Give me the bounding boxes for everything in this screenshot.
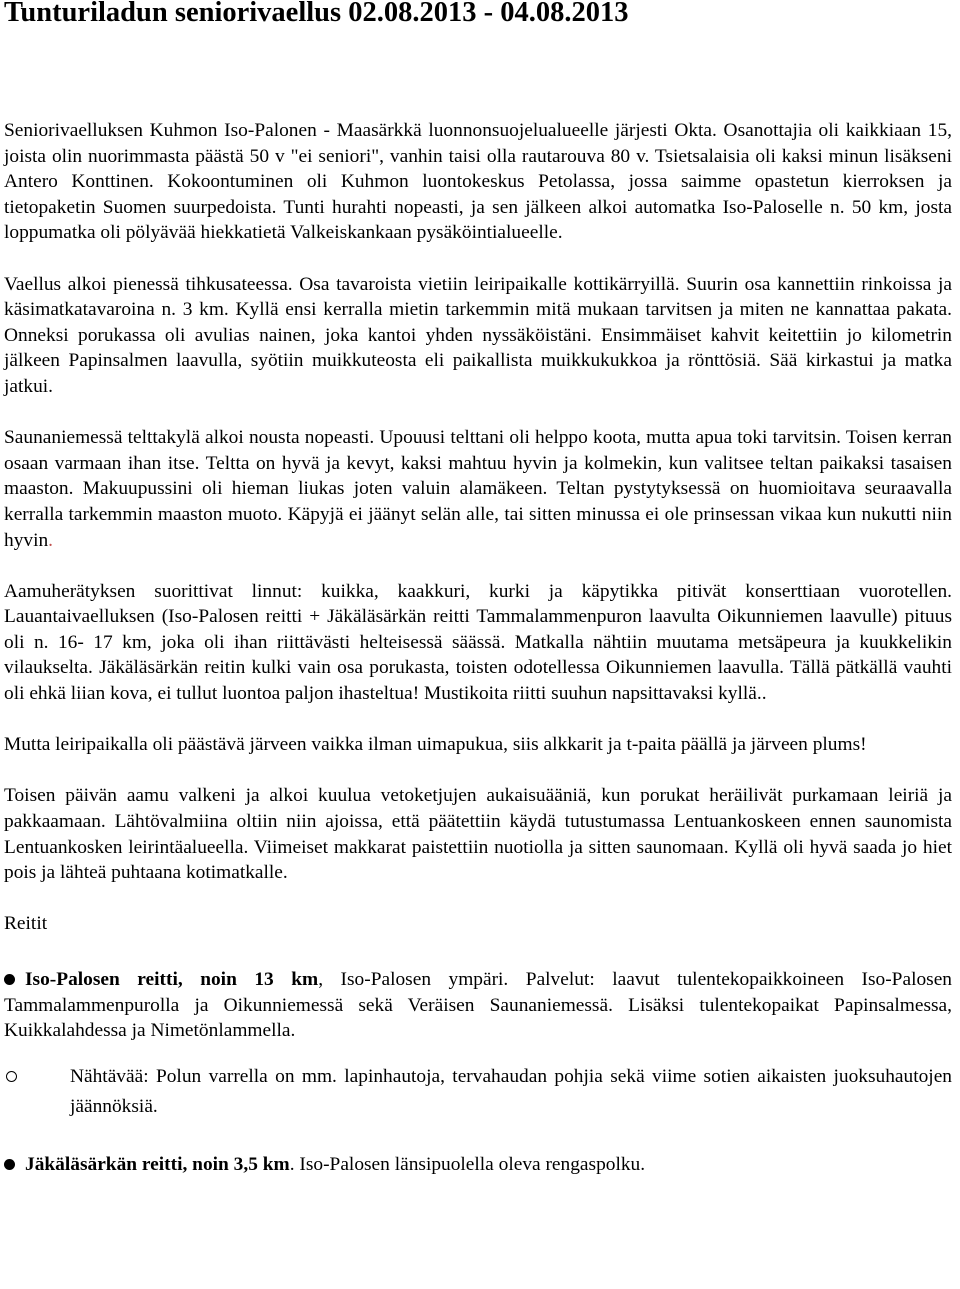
bullet-icon	[4, 1159, 15, 1170]
route-sights-text: Nähtävää: Polun varrella on mm. lapinhautoja, tervahaudan pohjia sekä viime sotien aikaisten juoksuhautojen jäännöksiä.	[70, 1065, 952, 1117]
bullet-icon	[4, 974, 15, 985]
route-subitem-sights	[4, 1062, 952, 1122]
article-body	[4, 118, 952, 1177]
page-title: Tunturiladun seniorivaellus 02.08.2013 - 04.08.2013	[4, 0, 629, 28]
paragraph-hike-start: Vaellus alkoi pienessä tihkusateessa. Osa tavaroista vietiin leiripaikalle kottikärryillä. Suurin osa kannettiin rinkoissa ja käsimatkatavaroina n. 3 km. Kyllä ensi kerralla mietin tarkemmin mitä mukaan tarvitsen ja miten ne kannattaa pakata. Onneksi porukassa oli avulias nainen, joka kantoi yhden nyssäköistäni. Ensimmäiset kahvit keitettiin jo kilometrin jälkeen Papinsalmen laavulla, syötiin muikkuteosta eli paikallista muikkukukkoa ja rönttösiä. Sää kirkastui ja matka jatkui.	[4, 273, 952, 397]
routes-list	[4, 967, 952, 1177]
route-item-iso-palonen	[4, 967, 952, 1044]
paragraph-sunday: Toisen päivän aamu valkeni ja alkoi kuulua vetoketjujen aukaisuääniä, kun porukat heräilivät purkamaan leiriä ja pakkaamaan. Lähtövalmiina oltiin niin ajoissa, että päätettiin käydä tutustumassa Lentuankoskeen ennen saunomista Lentuankosken leirintäalueella. Viimeiset makkarat paistettiin nuotiolla ja sitten saunomaan. Kyllä oli hyvä saada jo hiet pois ja lähteä puhtaana kotimatkalle.	[4, 785, 952, 884]
paragraph-camp-text: Saunaniemessä telttakylä alkoi nousta nopeasti. Upouusi telttani oli helppo koota, mutta apua toki tarvitsin. Toisen kerran osaan varmaan ihan itse. Teltta on hyvä ja kevyt, kaksi mahtuu hyvin ja kolmekin, kun valitsee teltan paikaksi tasaisen maaston. Makuupussini oli hieman liukas joten valuin alamäkeen. Teltan pystytyksessä on huomioitava seuraavalla kerralla tarkemmin maaston muoto. Käpyjä ei jäänyt selän alle, tai sitten minussa ei ole prinsessan vikaa kun nukutti niin hyvin	[4, 427, 952, 551]
accent-period: .	[48, 529, 54, 551]
route-desc-jakalasarkka: . Iso-Palosen länsipuolella oleva rengaspolku.	[289, 1153, 646, 1175]
route-name-iso-palonen: Iso-Palosen reitti, noin 13 km	[25, 969, 319, 990]
paragraph-swim: Mutta leiripaikalla oli päästävä järveen vaikka ilman uimapukua, siis alkkarit ja t-paita päällä ja järveen plums!	[4, 734, 867, 756]
circle-bullet-icon	[6, 1071, 17, 1082]
routes-heading: Reitit	[4, 913, 48, 935]
route-item-jakalasarkka	[4, 1152, 952, 1178]
paragraph-saturday: Aamuherätyksen suorittivat linnut: kuikka, kaakkuri, kurki ja käpytikka pitivät konserttiaan vuorotellen. Lauantaivaelluksen (Iso-Palosen reitti + Jäkäläsärkän reitti Tammalammenpuron laavulta Oikunniemen laavulle) pituus oli n. 16- 17 km, joka oli ihan riittävästi helteisessä säässä. Matkalla nähtiin muutama metsäpeura ja kuukkelikin vilaukselta. Jäkäläsärkän reitin kulki vain osa porukasta, toisten odotellessa Oikunniemen laavulla. Tällä pätkällä vauhti oli ehkä liian kova, ei tullut luontoa paljon ihasteltua! Mustikoita riitti suuhun napsittavaksi kyllä..	[4, 580, 952, 705]
paragraph-intro: Seniorivaelluksen Kuhmon Iso-Palonen - Maasärkkä luonnonsuojelualueelle järjesti Okta. Osanottajia oli kaikkiaan 15, joista olin nuorimmasta päästä 50 v "ei seniori", vanhin taisi olla rautarouva 80 v. Tsietsalaisia oli kaksi minun lisäkseni Antero Konttinen. Kokoontuminen oli Kuhmon luontokeskus Petolassa, jossa saimme opastetun kierroksen ja tietopaketin Suomen suurpedoista. Tunti hurahti nopeasti, ja sen jälkeen alkoi automatka Iso-Paloselle n. 50 km, josta loppumatka oli pölyävää hiekkatietä Valkeiskankaan pysäköintialueelle.	[4, 120, 952, 244]
paragraph-camp	[4, 425, 952, 553]
route-desc-iso-palonen: , Iso-Palosen ympäri. Palvelut: laavut tulentekopaikkoineen Iso-Palosen Tammalammenpurolla ja Oikunniemessä sekä Veräisen Saunaniemessä. Lisäksi tulentekopaikat Papinsalmessa, Kuikkalahdessa ja Nimetönlammella.	[4, 969, 952, 1042]
route-name-jakalasarkka: Jäkäläsärkän reitti, noin 3,5 km	[25, 1153, 290, 1175]
